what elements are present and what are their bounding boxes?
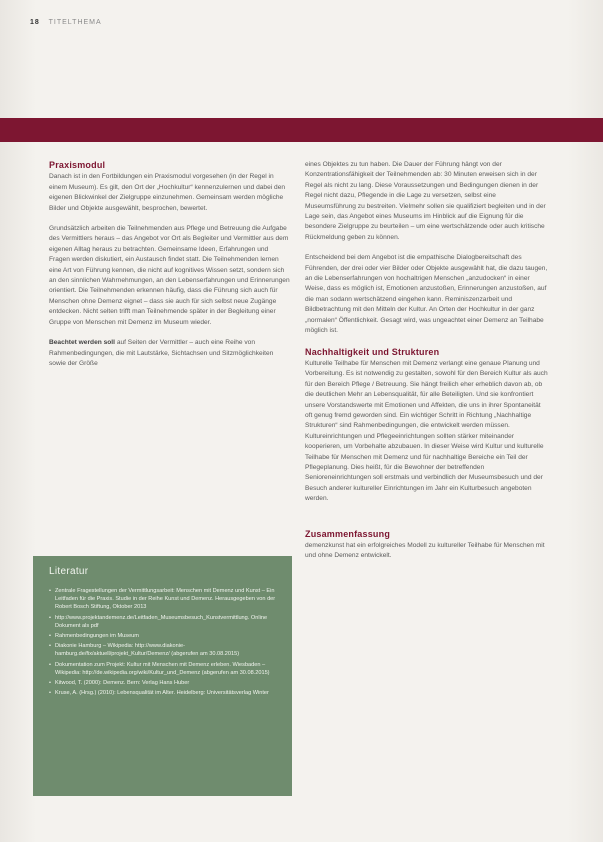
- paragraph-inline: [49, 338, 290, 369]
- header-color-band: [0, 118, 603, 142]
- literature-item: • Kruse, A. (Hrsg.) (2010): Lebensqualität im Alter. Heidelberg: Universitätsverlag Winter: [49, 689, 282, 697]
- spacer: [305, 515, 548, 529]
- literature-list: [33, 587, 292, 697]
- paragraph: Grundsätzlich arbeiten die Teilnehmenden aus Pflege und Betreuung die Aufgabe des Vermittlers heraus – das Angebot vor Ort als Begleiter und Vermittler aus dem eigenen Alltag heraus zu betrachten. Gemeinsame Ideen, Erfahrungen und Fragen werden diskutiert, ein Austausch findet statt. Die Teilnehmenden lernen eine Art von Führung kennen, die nicht auf kognitives Wissen setzt, sondern sich an den sinnlichen Wahrnehmungen, an den Lebenserfahrungen und Erinnerungen orientiert. Die Teilnehmenden erkennen häufig, dass die Führung sich auch für Menschen ohne Demenz eignet – dass sie auch für sich selbst neue Zugänge entdecken. Nicht selten trifft man Teilnehmende später in der Begleitung einer Gruppe von Menschen mit Demenz im Museum wieder.: [49, 225, 290, 326]
- running-head: [30, 19, 102, 26]
- page-number: 18: [30, 19, 40, 26]
- inline-text: auf Seiten der Vermittler – auch eine Reihe von Rahmenbedingungen, die mit Lautstärke, Sichtachsen und Sitzmöglichkeiten sowie der Größe: [49, 339, 274, 367]
- literature-item: • http://www.projektandemenz.de/Leitfaden_Museumsbesuch_Kunstvermittlung. Online Dokument als pdf: [49, 614, 282, 630]
- paragraph: eines Objektes zu tun haben. Die Dauer der Führung hängt von der Konzentrationsfähigkeit der Teilnehmenden ab: 30 Minuten erweisen sich in der Regel als nicht zu lang. Diese Voraussetzungen und Bedingungen dienen in der Regel nicht dazu, Pflegende in die Lage zu versetzen, selbst eine Museumsführung zu bestreiten. Vielmehr sollen sie qualifiziert begleiten und in der Lage sein, das Angebot eines Museums im Hinblick auf die Eignung für die besondere Zielgruppe zu beurteilen – um eine wertschätzende oder auch kritische Rückmeldung geben zu können.: [305, 161, 546, 241]
- heading-nachhaltigkeit: Nachhaltigkeit und Strukturen: [305, 346, 440, 357]
- literature-item: • Diakonie Hamburg – Wikipedia: http://www.diakonie-hamburg.de/fix/aktuell/projekt_Kultur/Demenz/ (abgerufen am 30.08.2015): [49, 642, 282, 658]
- literature-item: • Dokumentation zum Projekt: Kultur mit Menschen mit Demenz erleben. Wiesbaden – Wikipedia: http://de.wikipedia.org/wiki/Kultur_und_Demenz (abgerufen am 30.08.2015): [49, 661, 282, 677]
- section-label: TITELTHEMA: [48, 19, 102, 26]
- literature-title: Literatur: [49, 566, 89, 577]
- paragraph: Kulturelle Teilhabe für Menschen mit Demenz verlangt eine genaue Planung und Vorbereitung. Es ist notwendig zu gestalten, sowohl für den Bereich Kultur als auch für den Bereich Pflege / Betreuung. Sie hängt freilich eher erheblich davon ab, ob die deutlichen Mehr an Lebensqualität, für alle Beteiligten. Und sie konfrontiert unsere Vorstandswerte mit Emotionen und Affekten, die uns in ihrer Spontaneität oft genug fremd geworden sind. Ein wichtiger Schritt in Richtung „Nachhaltige Strukturen“ sind Rahmenbedingungen, die entwickelt werden müssen. Kultureinrichtungen und Pflegeeinrichtungen sollten stärker miteinander kooperieren, um Vorbehalte abzubauen. In dieser Weise wird Kultur und kulturelle Teilhabe für Menschen mit Demenz und für nachhaltige Bereiche ein Teil der Pflegeplanung. Dies heißt, für die Bewohner der betreffenden Senioreneinrichtungen soll erstmals und verbindlich der Museumsbesuch und der Besuch anderer kultureller Einrichtungen im Jahr ein Kulturbesuch angeboten werden.: [305, 359, 548, 503]
- heading-zusammenfassung: Zusammenfassung: [305, 528, 391, 539]
- inline-heading: Beachtet werden soll: [49, 339, 115, 347]
- literature-item: • Zentrale Fragestellungen der Vermittlungsarbeit: Menschen mit Demenz und Kunst – Ein Leitfaden für die Praxis. Studie in der Reihe Kunst und Demenz. Herausgegeben von der Robert Bosch Stiftung, Oktober 2013: [49, 587, 282, 612]
- left-column: [49, 160, 290, 379]
- paragraph: Entscheidend bei dem Angebot ist die empathische Dialogbereitschaft des Führenden, der drei oder vier Bilder oder Objekte ausgewählt hat, die dazu taugen, an die Lebenserfahrungen von hochaltrigen Menschen „anzudocken“ in einer Weise, dass es möglich ist, Emotionen anzustoßen, Erinnerungen anzustoßen, auf die man sodann wertschätzend eingehen kann. Reminiszenzarbeit und Bildbetrachtung mit den Mitteln der Kultur. An Orten der Hochkultur in der ganz „normalen“ Öffentlichkeit. Gesagt wird, was ungeachtet einer Demenz an Teilhabe möglich ist.: [305, 254, 548, 335]
- literature-item: • Rahmenbedingungen im Museum: [49, 632, 282, 640]
- paragraph: Danach ist in den Fortbildungen ein Praxismodul vorgesehen (in der Regel in einem Museum). Es gilt, den Ort der „Hochkultur“ kennenzulernen und dabei den eigenen Blickwinkel der Zielgruppe einzunehmen. Gemeinsam werden mögliche Bilder und Objekte ausgewählt, besprochen, bewertet.: [49, 173, 286, 212]
- right-column: [305, 160, 548, 572]
- heading-praxismodul: Praxismodul: [49, 160, 106, 170]
- paragraph: demenzkunst hat ein erfolgreiches Modell zu kultureller Teilhabe für Menschen mit und ohne Demenz entwickelt.: [305, 542, 545, 560]
- literature-item: • Kitwood, T. (2000): Demenz. Bern: Verlag Hans Huber: [49, 679, 282, 687]
- literature-box: [33, 556, 292, 796]
